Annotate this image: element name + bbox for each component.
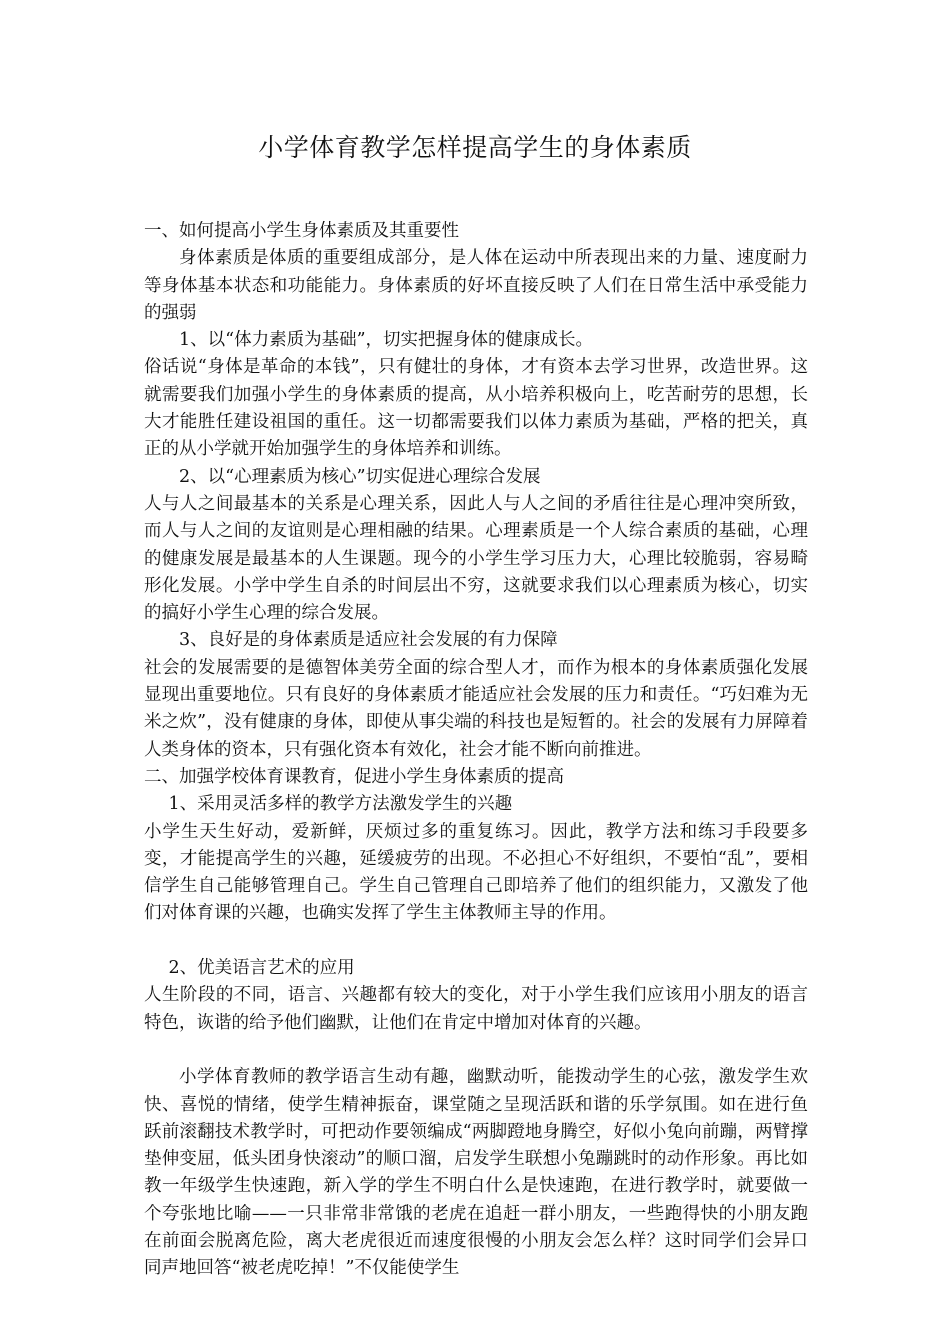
subsection-heading: 1、采用灵活多样的教学方法激发学生的兴趣	[168, 794, 513, 815]
section-heading-1: 一、如何提高小学生身体素质及其重要性	[144, 221, 459, 241]
document-body	[144, 218, 808, 1283]
blank-line	[144, 928, 808, 955]
body-paragraph: 小学体育教师的教学语言生动有趣，幽默动听，能拨动学生的心弦，激发学生欢快、喜悦的情绪，使学生精神振奋，课堂随之呈现活跃和谐的乐学氛围。如在进行鱼跃前滚翻技术教学时，可把动作要领编成“两脚蹬地身腾空，好似小兔向前蹦，两臂撑垫伸变屈，低头团身快滚动”的顺口溜，启发学生联想小兔蹦跳时的动作形象。再比如教一年级学生快速跑，新入学的学生不明白什么是快速跑，在进行教学时，就要做一个夸张地比喻——一只非常非常饿的老虎在追赶一群小朋友，一些跑得快的小朋友跑在前面会脱离危险，离大老虎很近而速度很慢的小朋友会怎么样？这时同学们会异口同声地回答“被老虎吃掉！”不仅能使学生	[144, 1067, 808, 1279]
body-paragraph: 社会的发展需要的是德智体美劳全面的综合型人才，而作为根本的身体素质强化发展显现出重要地位。只有良好的身体素质才能适应社会发展的压力和责任。“巧妇难为无米之炊”，没有健康的身体，即使从事尖端的科技也是短暂的。社会的发展有力屏障着人类身体的资本，只有强化资本有效化，社会才能不断向前推进。	[144, 657, 808, 760]
subsection-heading: 2、以“心理素质为核心”切实促进心理综合发展	[179, 466, 541, 487]
body-paragraph: 身体素质是体质的重要组成部分，是人体在运动中所表现出来的力量、速度耐力等身体基本状态和功能能力。身体素质的好坏直接反映了人们在日常生活中承受能力的强弱	[144, 248, 808, 323]
subsection-heading: 3、良好是的身体素质是适应社会发展的有力保障	[179, 630, 558, 651]
body-paragraph: 人与人之间最基本的关系是心理关系，因此人与人之间的矛盾往往是心理冲突所致，而人与人之间的友谊则是心理相融的结果。心理素质是一个人综合素质的基础，心理的健康发展是最基本的人生课题。现今的小学生学习压力大，心理比较脆弱，容易畸形化发展。小学中学生自杀的时间层出不穷，这就要求我们以心理素质为核心，切实的搞好小学生心理的综合发展。	[144, 493, 808, 624]
blank-line	[144, 1037, 808, 1064]
body-paragraph: 小学生天生好动，爱新鲜，厌烦过多的重复练习。因此，教学方法和练习手段要多变，才能提高学生的兴趣，延缓疲劳的出现。不必担心不好组织，不要怕“乱”，要相信学生自己能够管理自己。学生自己管理自己即培养了他们的组织能力，又激发了他们对体育课的兴趣，也确实发挥了学生主体教师主导的作用。	[144, 821, 808, 924]
subsection-heading: 1、以“体力素质为基础”，切实把握身体的健康成长。	[179, 330, 594, 351]
section-heading-2: 二、加强学校体育课教育，促进小学生身体素质的提高	[144, 766, 564, 787]
body-paragraph: 俗话说“身体是革命的本钱”，只有健壮的身体，才有资本去学习世界，改造世界。这就需要我们加强小学生的身体素质的提高，从小培养积极向上，吃苦耐劳的思想，长大才能胜任建设祖国的重任。这一切都需要我们以体力素质为基础，严格的把关，真正的从小学就开始加强学生的身体培养和训练。	[144, 357, 808, 460]
body-paragraph: 人生阶段的不同，语言、兴趣都有较大的变化，对于小学生我们应该用小朋友的语言特色，诙谐的给予他们幽默，让他们在肯定中增加对体育的兴趣。	[144, 985, 808, 1033]
subsection-heading: 2、优美语言艺术的应用	[168, 958, 355, 979]
document-title: 小学体育教学怎样提高学生的身体素质	[258, 133, 692, 162]
